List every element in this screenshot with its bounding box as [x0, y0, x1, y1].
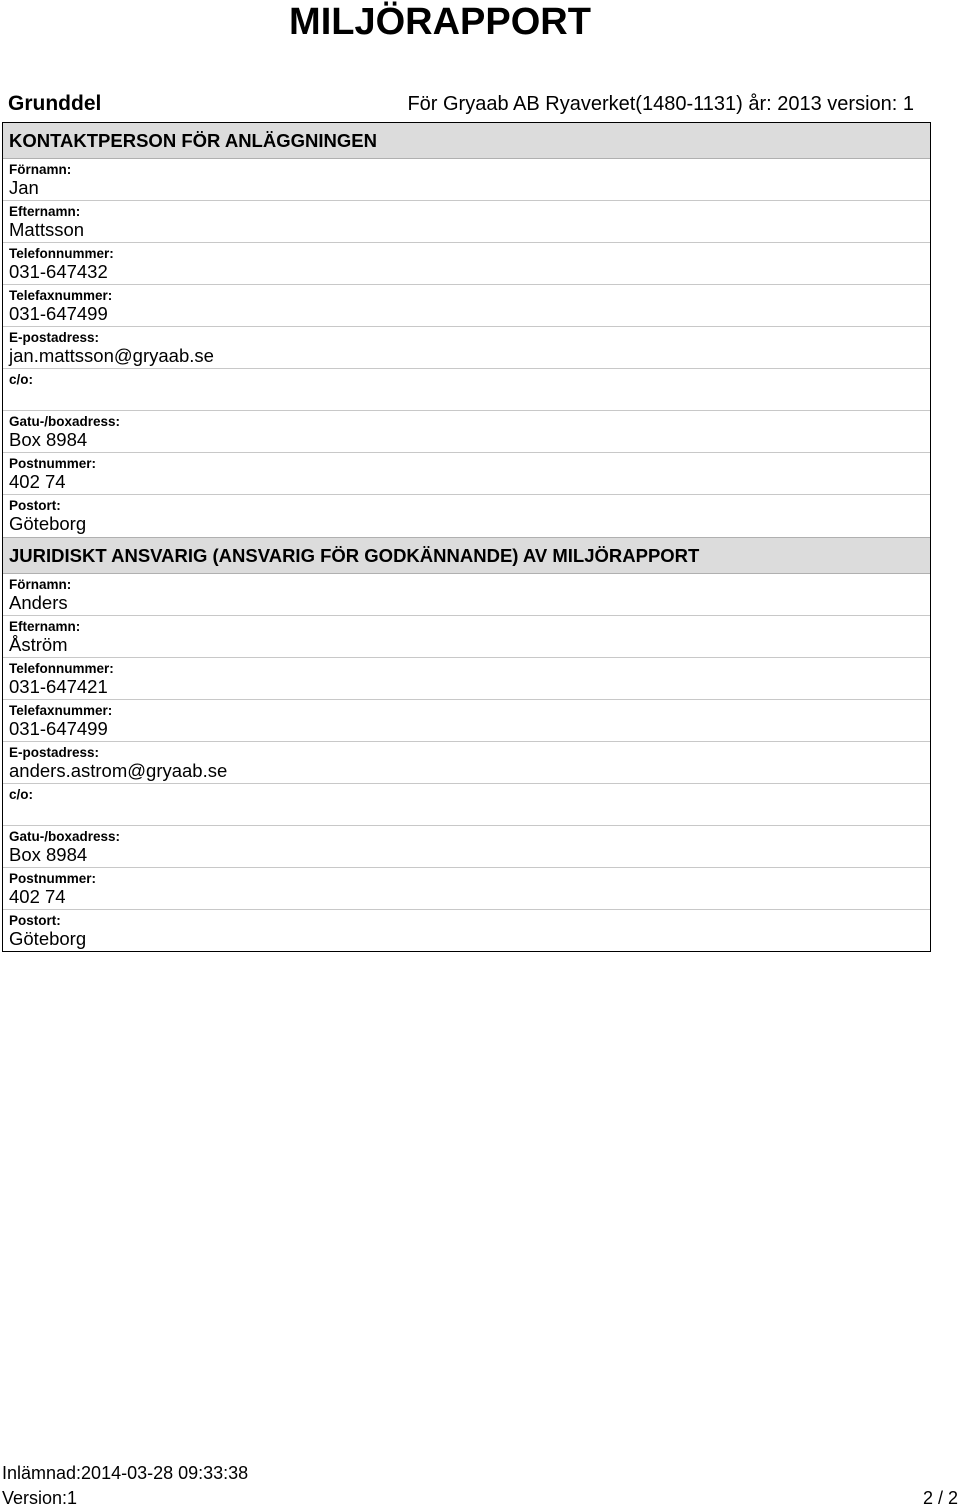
field-value: 031-647421 — [9, 676, 108, 697]
field-label: E-postadress: — [9, 745, 100, 760]
field-value: Box 8984 — [9, 844, 88, 865]
field-value: Göteborg — [9, 928, 87, 949]
field-value: Anders — [9, 592, 68, 613]
submitted-timestamp: Inlämnad:2014-03-28 09:33:38 — [2, 1463, 249, 1483]
contact-street-field — [3, 411, 930, 453]
report-frame — [2, 122, 931, 952]
field-label: Postort: — [9, 498, 61, 513]
field-label: Postnummer: — [9, 456, 97, 471]
section-name: Grunddel — [8, 92, 102, 115]
contact-fax-field — [3, 285, 930, 327]
field-value: 031-647499 — [9, 718, 108, 739]
legal-co-field — [3, 784, 930, 826]
contact-email-field — [3, 327, 930, 369]
legal-postcode-field — [3, 868, 930, 910]
field-value: Jan — [9, 177, 39, 198]
contact-city-field — [3, 495, 930, 537]
page-title: MILJÖRAPPORT — [289, 1, 591, 43]
field-label: Förnamn: — [9, 577, 72, 592]
page-number: 2 / 2 — [922, 1488, 958, 1508]
field-label: Telefaxnummer: — [9, 703, 113, 718]
document-info: För Gryaab AB Ryaverket(1480-1131) år: 2013 version: 1 — [407, 93, 914, 115]
legal-first-name-field — [3, 574, 930, 616]
field-value: 031-647499 — [9, 303, 108, 324]
field-value: 031-647432 — [9, 261, 108, 282]
field-value: Box 8984 — [9, 429, 88, 450]
legal-last-name-field — [3, 616, 930, 658]
version-label: Version:1 — [2, 1488, 78, 1508]
contact-first-name-field — [3, 159, 930, 201]
field-label: Gatu-/boxadress: — [9, 829, 121, 844]
field-label: c/o: — [9, 787, 34, 802]
legal-email-field — [3, 742, 930, 784]
legal-section-heading: JURIDISKT ANSVARIG (ANSVARIG FÖR GODKÄNNANDE) AV MILJÖRAPPORT — [3, 537, 930, 574]
legal-phone-field — [3, 658, 930, 700]
subheader — [8, 90, 914, 118]
field-value: 402 74 — [9, 886, 66, 907]
field-value: jan.mattsson@gryaab.se — [9, 345, 214, 366]
legal-fax-field — [3, 700, 930, 742]
field-value: Åström — [9, 634, 68, 655]
field-value: Mattsson — [9, 219, 85, 240]
contact-section-heading: KONTAKTPERSON FÖR ANLÄGGNINGEN — [3, 123, 930, 159]
field-label: E-postadress: — [9, 330, 100, 345]
contact-co-field — [3, 369, 930, 411]
field-label: Telefonnummer: — [9, 246, 114, 261]
field-value: 402 74 — [9, 471, 66, 492]
field-label: c/o: — [9, 372, 34, 387]
contact-last-name-field — [3, 201, 930, 243]
legal-street-field — [3, 826, 930, 868]
field-label: Postnummer: — [9, 871, 97, 886]
field-label: Efternamn: — [9, 204, 81, 219]
field-label: Förnamn: — [9, 162, 72, 177]
contact-postcode-field — [3, 453, 930, 495]
field-label: Gatu-/boxadress: — [9, 414, 121, 429]
field-label: Telefonnummer: — [9, 661, 114, 676]
field-value: Göteborg — [9, 513, 87, 534]
legal-city-field — [3, 910, 930, 952]
field-value: anders.astrom@gryaab.se — [9, 760, 228, 781]
contact-phone-field — [3, 243, 930, 285]
field-label: Efternamn: — [9, 619, 81, 634]
field-label: Telefaxnummer: — [9, 288, 113, 303]
field-label: Postort: — [9, 913, 61, 928]
